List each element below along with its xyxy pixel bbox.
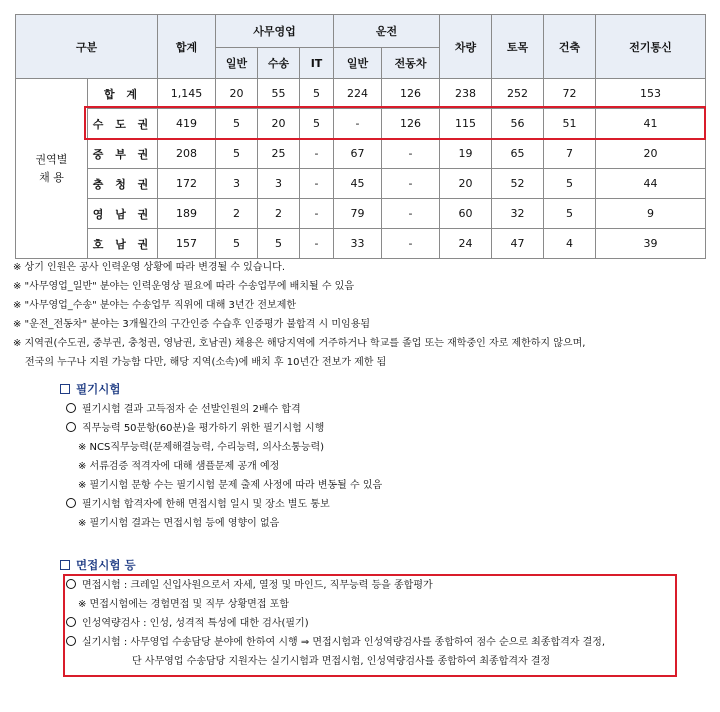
subheader-it: IT: [300, 48, 334, 79]
list-item-text: 인성역량검사 : 인성, 성격적 특성에 대한 검사(필기): [82, 618, 309, 629]
note-line: ※ "사무영업_일반" 분야는 인력운영상 필요에 따라 수송업무에 배치될 수 있음: [13, 281, 354, 292]
table-cell: 25: [258, 139, 300, 169]
header-arch: 건축: [544, 15, 596, 79]
table-cell: 252: [492, 79, 544, 109]
note-line: ※ "사무영업_수송" 분야는 수송업무 직위에 대해 3년간 전보제한: [13, 300, 297, 311]
note-line: ※ 상기 인원은 공사 인력운영 상황에 따라 변경될 수 있습니다.: [13, 262, 286, 273]
table-cell: 55: [258, 79, 300, 109]
table-cell: 72: [544, 79, 596, 109]
subheader-drive-general: 일반: [334, 48, 382, 79]
table-cell: 224: [334, 79, 382, 109]
written-exam-list: [66, 400, 382, 533]
table-cell: -: [334, 109, 382, 139]
list-item: [66, 633, 605, 652]
notes-block: [13, 258, 585, 372]
list-note: ※ 면접시험에는 경험면접 및 직무 상황면접 포함: [78, 599, 289, 610]
table-cell: 5: [216, 229, 258, 259]
note-line: 전국의 누구나 지원 가능함 다만, 해당 지역(소속)에 배치 후 10년간 전보가 제한 됨: [25, 357, 387, 368]
table-cell: 5: [544, 169, 596, 199]
table-cell: 5: [216, 109, 258, 139]
list-note: ※ 필기시험 결과는 면접시험 등에 영향이 없음: [78, 518, 280, 529]
table-cell: 2: [258, 199, 300, 229]
table-cell: -: [382, 199, 440, 229]
table-cell: 3: [216, 169, 258, 199]
note-line: ※ "운전_전동차" 분야는 3개월간의 구간인증 수습후 인증평가 불합격 시 미임용됨: [13, 319, 371, 330]
table-cell: 20: [596, 139, 706, 169]
row-label: 충 청 권: [88, 169, 158, 199]
table-cell: 45: [334, 169, 382, 199]
table-cell: 126: [382, 109, 440, 139]
header-gubun: 구분: [16, 15, 158, 79]
header-civil: 토목: [492, 15, 544, 79]
table-cell: 5: [258, 229, 300, 259]
header-driving: 운전: [334, 15, 440, 48]
circle-bullet-icon: [66, 498, 76, 508]
table-cell: 19: [440, 139, 492, 169]
table-cell: 51: [544, 109, 596, 139]
table-cell: 7: [544, 139, 596, 169]
table-cell: 79: [334, 199, 382, 229]
interview-list: [66, 576, 605, 671]
list-item-text: 필기시험 합격자에 한해 면접시험 일시 및 장소 별도 통보: [82, 499, 330, 510]
subheader-ev: 전동차: [382, 48, 440, 79]
square-bullet-icon: [60, 560, 70, 570]
row-label: 수 도 권: [88, 109, 158, 139]
table-cell: 4: [544, 229, 596, 259]
table-cell: -: [300, 139, 334, 169]
table-cell: 39: [596, 229, 706, 259]
row-label: 중 부 권: [88, 139, 158, 169]
row-label: 호 남 권: [88, 229, 158, 259]
subheader-transport: 수송: [258, 48, 300, 79]
list-item-text: 필기시험 결과 고득점자 순 선발인원의 2배수 합격: [82, 404, 301, 415]
list-item-text: 면접시험 : 크레일 신입사원으로서 자세, 열정 및 마인드, 직무능력 등을 종합평가: [82, 580, 433, 591]
written-exam-title-text: 필기시험: [76, 382, 121, 396]
circle-bullet-icon: [66, 422, 76, 432]
row-label: 영 남 권: [88, 199, 158, 229]
table-cell: 208: [158, 139, 216, 169]
table-cell: 41: [596, 109, 706, 139]
table-cell: 3: [258, 169, 300, 199]
table-cell: 126: [382, 79, 440, 109]
table-cell: 189: [158, 199, 216, 229]
list-item: [66, 614, 605, 633]
header-total: 합계: [158, 15, 216, 79]
list-item: [66, 576, 605, 595]
table-cell: 20: [258, 109, 300, 139]
circle-bullet-icon: [66, 636, 76, 646]
table-cell: 419: [158, 109, 216, 139]
table-cell: 24: [440, 229, 492, 259]
list-item: [66, 400, 382, 419]
circle-bullet-icon: [66, 579, 76, 589]
table-cell: 172: [158, 169, 216, 199]
table-cell: 5: [544, 199, 596, 229]
table-cell: 20: [440, 169, 492, 199]
list-item-text: 직무능력 50문항(60분)을 평가하기 위한 필기시험 시행: [82, 423, 325, 434]
list-note: ※ NCS직무능력(문제해결능력, 수리능력, 의사소통능력): [78, 442, 325, 453]
table-cell: -: [300, 199, 334, 229]
list-item: [66, 495, 382, 514]
list-note: ※ 서류검증 적격자에 대해 샘플문제 공개 예정: [78, 461, 280, 472]
table-cell: 20: [216, 79, 258, 109]
group-label-line2: 채 용: [39, 170, 64, 184]
table-cell: 60: [440, 199, 492, 229]
table-cell: 5: [216, 139, 258, 169]
list-note: ※ 필기시험 문항 수는 필기시험 문제 출제 사정에 따라 변동될 수 있음: [78, 480, 383, 491]
table-cell: 47: [492, 229, 544, 259]
table-cell: 33: [334, 229, 382, 259]
table-cell: -: [382, 139, 440, 169]
header-vehicle: 차량: [440, 15, 492, 79]
table-cell: 5: [300, 79, 334, 109]
header-electric: 전기통신: [596, 15, 706, 79]
table-cell: 115: [440, 109, 492, 139]
header-office: 사무영업: [216, 15, 334, 48]
interview-title: [60, 557, 136, 573]
table-cell: -: [382, 169, 440, 199]
subheader-general: 일반: [216, 48, 258, 79]
table-cell: 52: [492, 169, 544, 199]
table-cell: 238: [440, 79, 492, 109]
list-item-continuation: 단 사무영업 수송담당 지원자는 실기시험과 면접시험, 인성역량검사를 종합하여 최종합격자 결정: [132, 656, 551, 667]
group-label-line1: 권역별: [35, 152, 68, 166]
table-cell: 2: [216, 199, 258, 229]
list-item: [66, 419, 382, 438]
table-cell: 56: [492, 109, 544, 139]
row-label: 합 계: [88, 79, 158, 109]
list-item-text: 실기시험 : 사무영업 수송담당 분야에 한하여 시행 ⇒ 면접시험과 인성역량검사를 종합하여 점수 순으로 최종합격자 결정,: [82, 637, 606, 648]
interview-title-text: 면접시험 등: [76, 558, 136, 572]
group-label: [16, 79, 88, 259]
table-cell: 153: [596, 79, 706, 109]
square-bullet-icon: [60, 384, 70, 394]
table-cell: 67: [334, 139, 382, 169]
circle-bullet-icon: [66, 617, 76, 627]
written-exam-title: [60, 381, 120, 397]
table-cell: 32: [492, 199, 544, 229]
table-cell: -: [382, 229, 440, 259]
table-cell: 1,145: [158, 79, 216, 109]
table-cell: -: [300, 229, 334, 259]
table-cell: -: [300, 169, 334, 199]
circle-bullet-icon: [66, 403, 76, 413]
table-cell: 44: [596, 169, 706, 199]
table-cell: 65: [492, 139, 544, 169]
table-cell: 9: [596, 199, 706, 229]
table-cell: 157: [158, 229, 216, 259]
capital-row-highlight: [84, 106, 706, 140]
table-cell: 5: [300, 109, 334, 139]
note-line: ※ 지역권(수도권, 중부권, 충청권, 영남권, 호남권) 채용은 해당지역에 거주하거나 학교를 졸업 또는 재학중인 자로 제한하지 않으며,: [13, 338, 586, 349]
